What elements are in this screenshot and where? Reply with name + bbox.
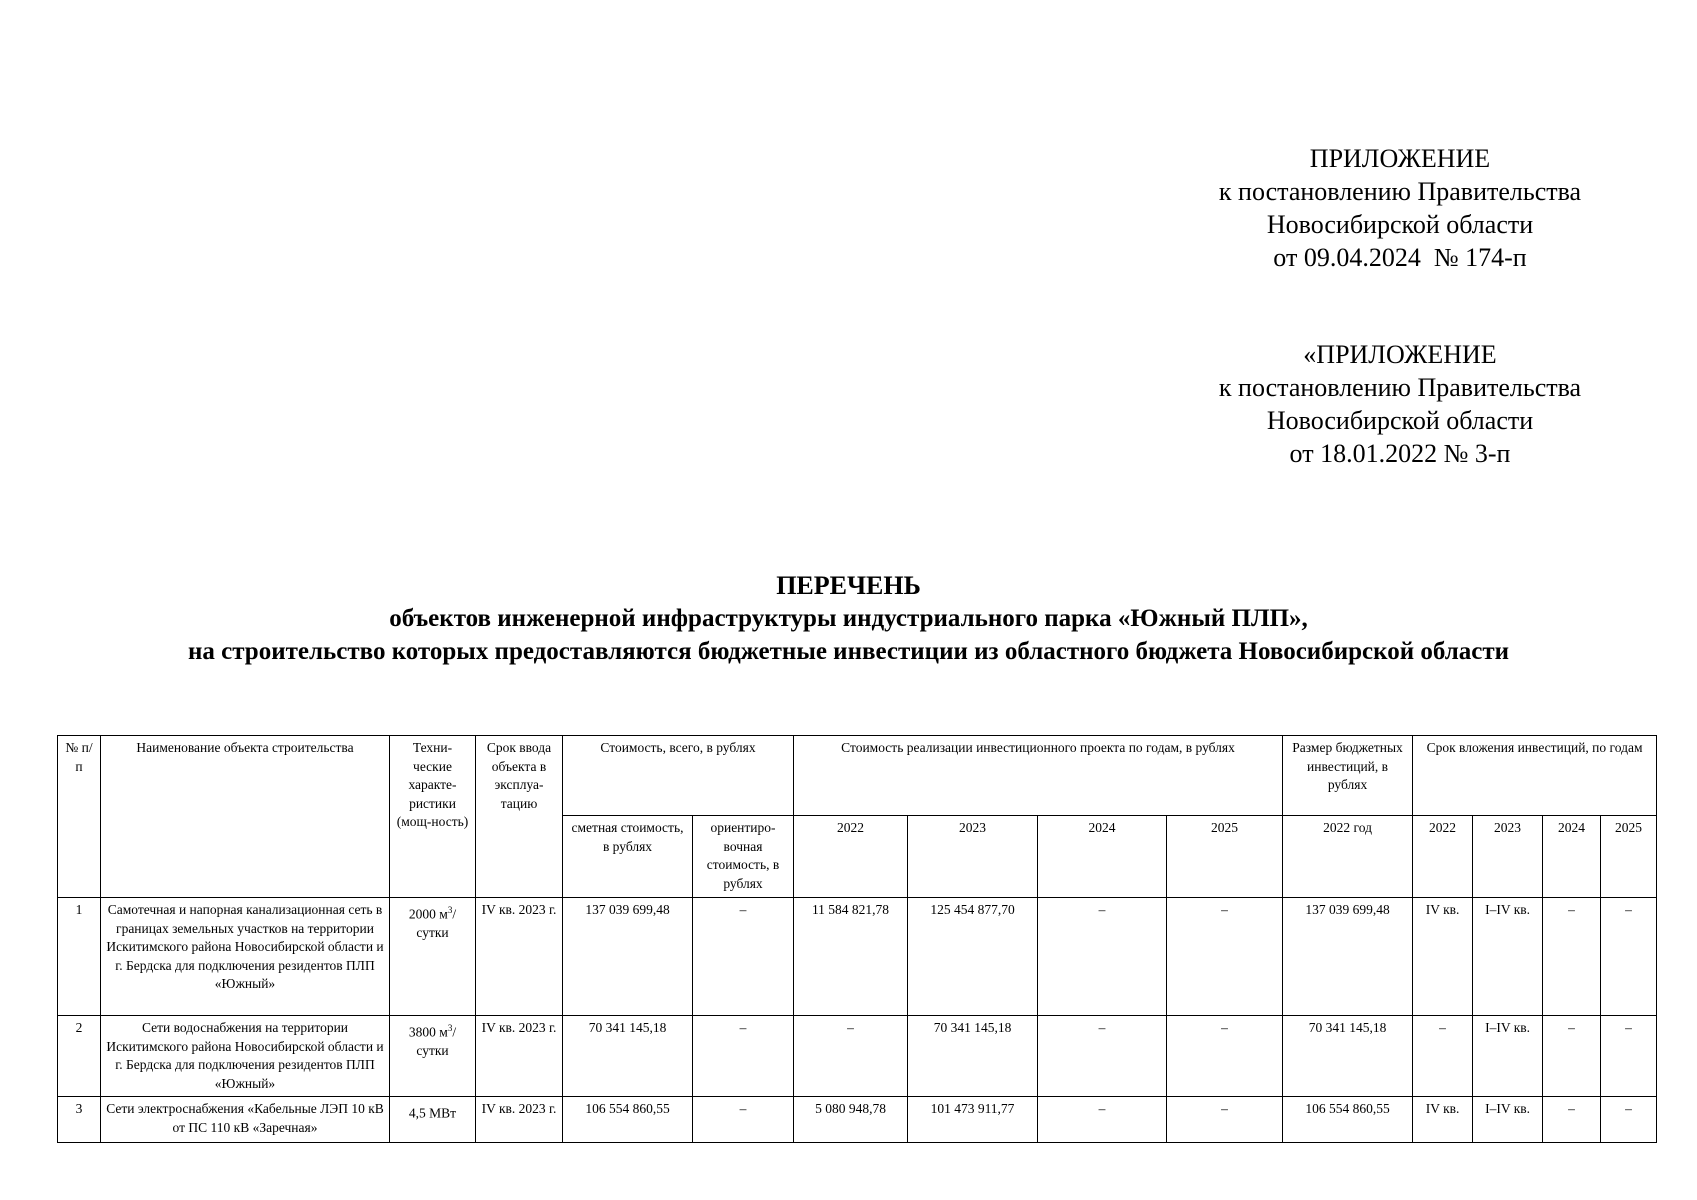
- title-subheading: на строительство которых предоставляются бюджетные инвестиции из областного бюджета Новосибирской области: [187, 638, 1510, 665]
- cell-num: 2: [58, 1016, 101, 1097]
- cell-cost-estimate: 70 341 145,18: [563, 1016, 693, 1097]
- cell-term-2025: –: [1601, 898, 1657, 1016]
- cell-term: IV кв. 2023 г.: [476, 1097, 563, 1143]
- tech-value: 4,5 МВт: [408, 1105, 457, 1121]
- appendix-line: от 09.04.2024 № 174-п: [1273, 243, 1527, 272]
- cell-cost-estimate: 106 554 860,55: [563, 1097, 693, 1143]
- header-year: 2022: [794, 816, 908, 898]
- cell-year-2025: –: [1167, 1097, 1283, 1143]
- appendix-line: к постановлению Правительства: [1218, 177, 1582, 206]
- cell-year-2024: –: [1038, 1097, 1167, 1143]
- cell-year-2022: –: [794, 1016, 908, 1097]
- cell-year-2024: –: [1038, 898, 1167, 1016]
- cell-term-2023: I–IV кв.: [1473, 1016, 1543, 1097]
- cell-year-2024: –: [1038, 1016, 1167, 1097]
- header-name: Наименование объекта строительства: [101, 736, 390, 898]
- cell-year-2023: 101 473 911,77: [908, 1097, 1038, 1143]
- tech-sup: 3: [447, 905, 453, 915]
- appendix-line: Новосибирской области: [1266, 210, 1534, 239]
- cell-term-2024: –: [1543, 1016, 1601, 1097]
- cell-term: IV кв. 2023 г.: [476, 1016, 563, 1097]
- table-header-row: [58, 736, 1657, 816]
- cell-cost-estimate: 137 039 699,48: [563, 898, 693, 1016]
- header-tech: Техни-ческие характе-ристики (мощ-ность): [390, 736, 476, 898]
- cell-term-2025: –: [1601, 1097, 1657, 1143]
- cell-term-2024: –: [1543, 1097, 1601, 1143]
- tech-value: 2000 м: [408, 906, 448, 922]
- header-term-year: 2025: [1601, 816, 1657, 898]
- header-invest-term: Срок вложения инвестиций, по годам: [1413, 736, 1657, 816]
- header-budget-year: 2022 год: [1283, 816, 1413, 898]
- table-row: [58, 898, 1657, 1016]
- cell-budget: 106 554 860,55: [1283, 1097, 1413, 1143]
- appendix-line: «ПРИЛОЖЕНИЕ: [1303, 340, 1497, 369]
- cell-term-2022: IV кв.: [1413, 898, 1473, 1016]
- cell-year-2025: –: [1167, 898, 1283, 1016]
- cell-name: Сети электроснабжения «Кабельные ЛЭП 10 кВ от ПС 110 кВ «Заречная»: [101, 1097, 390, 1143]
- header-year: 2025: [1167, 816, 1283, 898]
- document-title: [0, 569, 1697, 668]
- tech-unit: / сутки: [416, 1024, 457, 1058]
- appendix-header-current: [1150, 142, 1650, 274]
- cell-year-2022: 5 080 948,78: [794, 1097, 908, 1143]
- header-cost-indicative: ориентиро-вочная стоимость, в рублях: [693, 816, 794, 898]
- cell-tech: [390, 1097, 476, 1143]
- header-term-year: 2022: [1413, 816, 1473, 898]
- header-budget-size: Размер бюджетных инвестиций, в рублях: [1283, 736, 1413, 816]
- table-row: [58, 1016, 1657, 1097]
- header-year: 2023: [908, 816, 1038, 898]
- cell-term-2022: –: [1413, 1016, 1473, 1097]
- cell-cost-indicative: –: [693, 1097, 794, 1143]
- appendix-line: ПРИЛОЖЕНИЕ: [1309, 144, 1491, 173]
- cell-term: IV кв. 2023 г.: [476, 898, 563, 1016]
- cell-budget: 137 039 699,48: [1283, 898, 1413, 1016]
- title-heading: ПЕРЕЧЕНЬ: [776, 571, 921, 600]
- cell-term-2023: I–IV кв.: [1473, 898, 1543, 1016]
- header-term-year: 2024: [1543, 816, 1601, 898]
- header-cost-by-year: Стоимость реализации инвестиционного проекта по годам, в рублях: [794, 736, 1283, 816]
- appendix-header-previous: [1150, 338, 1650, 470]
- header-term-year: 2023: [1473, 816, 1543, 898]
- appendix-line: Новосибирской области: [1266, 406, 1534, 435]
- appendix-line: к постановлению Правительства: [1218, 373, 1582, 402]
- header-num: № п/п: [58, 736, 101, 898]
- cell-term-2025: –: [1601, 1016, 1657, 1097]
- header-cost-estimate: сметная стоимость, в рублях: [563, 816, 693, 898]
- appendix-line: от 18.01.2022 № 3-п: [1289, 439, 1511, 468]
- cell-tech: [390, 1016, 476, 1097]
- table-row: [58, 1097, 1657, 1143]
- cell-term-2022: IV кв.: [1413, 1097, 1473, 1143]
- cell-year-2022: 11 584 821,78: [794, 898, 908, 1016]
- cell-budget: 70 341 145,18: [1283, 1016, 1413, 1097]
- cell-year-2025: –: [1167, 1016, 1283, 1097]
- cell-name: Сети водоснабжения на территории Искитимского района Новосибирской области и г. Бердска для подключения резидентов ПЛП «Южный»: [101, 1016, 390, 1097]
- cell-cost-indicative: –: [693, 898, 794, 1016]
- cell-cost-indicative: –: [693, 1016, 794, 1097]
- cell-year-2023: 70 341 145,18: [908, 1016, 1038, 1097]
- infrastructure-table: [57, 735, 1657, 1143]
- tech-sup: 3: [447, 1023, 453, 1033]
- header-year: 2024: [1038, 816, 1167, 898]
- cell-year-2023: 125 454 877,70: [908, 898, 1038, 1016]
- title-subheading: объектов инженерной инфраструктуры индустриального парка «Южный ПЛП»,: [389, 605, 1308, 632]
- cell-num: 1: [58, 898, 101, 1016]
- tech-value: 3800 м: [408, 1024, 448, 1040]
- tech-unit: / сутки: [416, 906, 457, 940]
- header-term: Срок ввода объекта в эксплуа-тацию: [476, 736, 563, 898]
- cell-num: 3: [58, 1097, 101, 1143]
- header-cost-total: Стоимость, всего, в рублях: [563, 736, 794, 816]
- cell-term-2023: I–IV кв.: [1473, 1097, 1543, 1143]
- cell-term-2024: –: [1543, 898, 1601, 1016]
- cell-name: Самотечная и напорная канализационная сеть в границах земельных участков на территории Искитимского района Новосибирской области и г. Бердска для подключения резидентов ПЛП «Южный»: [101, 898, 390, 1016]
- cell-tech: [390, 898, 476, 1016]
